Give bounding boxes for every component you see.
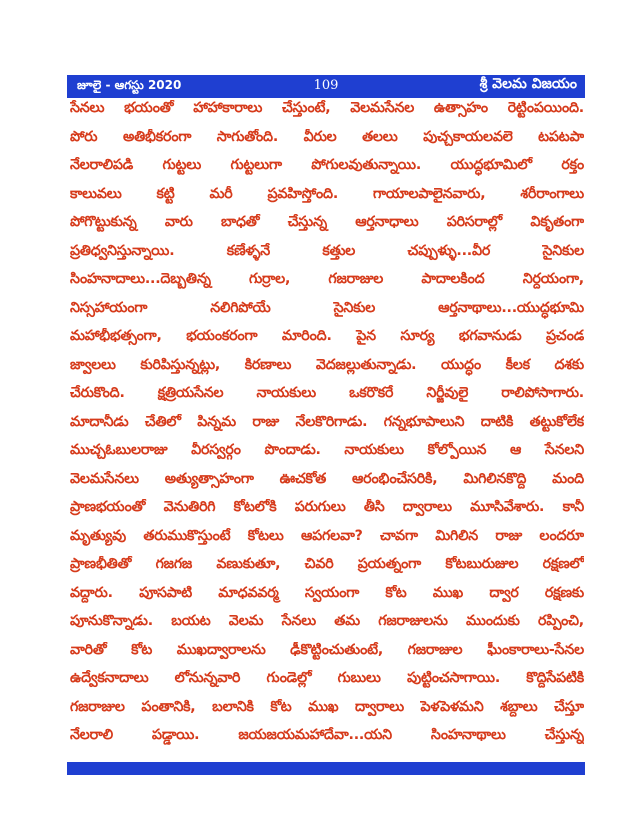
- text-line: మృత్యువు తరుముకొస్తుంటే కోటలు ఆపగలవా? చావగా మిగిలిన రాజు లందరూ: [70, 527, 584, 544]
- issue-date: జూలై - ఆగస్టు 2020: [77, 78, 182, 92]
- text-line: సింహనాదాలు...దెబ్బతిన్న గుర్రాల, గజరాజుల పాదాలకింద నిర్దయంగా,: [70, 271, 584, 287]
- text-line: పూనుకొన్నాడు. బయట వెలమ సేనలు తమ గజరాజులను ముందుకు రప్పించి,: [70, 613, 584, 629]
- text-line: వద్దారు. పూసపాటి మాధవవర్మ స్వయంగా కోట ముఖ ద్వార రక్షణకు: [70, 584, 584, 601]
- text-line: పోగొట్టుకున్న వారు బాధతో చేస్తున్న ఆర్తనాధాలు పరిసరాల్లో వికృతంగా: [70, 214, 584, 230]
- text-line: సేనలు భయంతో హాహాకారాలు చేస్తుంటే, వెలమసేనల ఉత్సాహం రెట్టింపయింది.: [70, 100, 584, 116]
- text-line: నేలరాలిపడి గుట్టలు గుట్టలుగా పోగులవుతున్నాయి. యుద్ధభూమిలో రక్తం: [70, 157, 584, 173]
- text-line: మహాభీభత్సంగా, భయంకరంగా మారింది. పైన సూర్య భగవానుడు ప్రచండ: [70, 328, 584, 344]
- text-line: నిస్సహాయంగా నలిగిపోయే సైనికుల ఆర్తనాథాలు...యుద్ధభూమి: [70, 299, 584, 316]
- text-line: చేరుకొంది. క్షత్రియసేనల నాయకులు ఒకరొకరే నిర్జీవులై రాలిపోసాగారు.: [70, 385, 584, 401]
- page-header-bar: [67, 75, 585, 98]
- text-line: గజరాజుల పంతానికి, బలానికి కోట ముఖ ద్వారాలు పెళపెళమని శబ్దాలు చేస్తూ: [70, 698, 584, 715]
- text-line: ప్రాణభీతితో గజగజ వణుకుతూ, చివరి ప్రయత్నంగా కోటబురుజుల రక్షణలో: [70, 556, 584, 572]
- text-line: వారితో కోట ముఖద్వారాలను ఢీకొట్టించుతుంటే, గజరాజుల ఘీంకారాలు-సేనల: [70, 641, 584, 658]
- magazine-title: శ్రీ వెలమ విజయం: [479, 76, 577, 92]
- text-line: మాదానీడు చేతిలో పిన్నమ రాజు నేలకొరిగాడు. గన్నభూపాలుని దాటికి తట్టుకోలేక: [70, 413, 584, 430]
- text-line: ప్రాణభయంతో వెనుతిరిగి కోటలోకి పరుగులు తీసి ద్వారాలు మూసివేశారు. కానీ: [70, 499, 584, 515]
- text-line: నేలరాలి పడ్డాయి. జయజయమహాదేవా...యని సింహనాథాలు చేస్తున్న: [70, 727, 584, 743]
- page-footer-bar: [67, 762, 585, 775]
- text-line: జ్వాలలు కురిపిస్తున్నట్లు, కిరణాలు వెదజల్లుతున్నాడు. యుద్ధం కీలక దశకు: [70, 356, 584, 373]
- text-line: వెలమసేనలు అత్యుత్సాహంగా ఊచకోత ఆరంభించేసరికి, మిగిలినకొద్ది మంది: [70, 470, 584, 487]
- text-line: ఉద్వేకనాదాలు లోనున్నవారి గుండెల్లో గుబులు పుట్టించసాగాయి. కొద్దిసేపటికి: [70, 670, 584, 686]
- page-number: 109: [313, 78, 339, 93]
- article-body: [70, 100, 584, 760]
- text-line: ముచ్చఓబులరాజు వీరస్వర్గం పొందాడు. నాయకులు కోల్పోయిన ఆ సేనలని: [70, 442, 584, 458]
- text-line: పోరు అతిభీకరంగా సాగుతోంది. వీరుల తలలు పుచ్చకాయలవలె టపటపా: [70, 128, 584, 145]
- text-line: కాలువలు కట్టి మరీ ప్రవహిస్తోంది. గాయాలపాలైనవారు, శరీరాంగాలు: [70, 185, 584, 202]
- text-line: ప్రతిధ్వనిస్తున్నాయి. కణేళ్ళనే కత్తుల చప్పుళ్ళు...వీర సైనికుల: [70, 242, 584, 259]
